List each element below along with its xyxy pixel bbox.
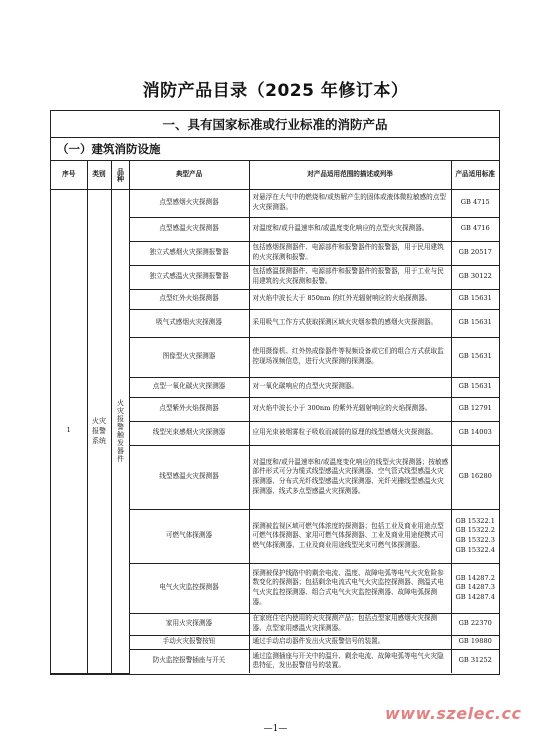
subsection-heading: （一）建筑消防设施 [51,138,499,161]
catalog-frame [50,110,500,675]
product-description: 通过监测插座与开关中的温升、剩余电流、故障电弧等电气火灾隐患特征，发出报警信号的装置。 [249,649,451,673]
product-description: 包括感温探测器件、电源部件和报警器件的报警器，用于工业与民用建筑的火灾探测和报警。 [249,265,451,289]
table-body [51,189,499,673]
product-name: 图像型火灾探测器 [129,337,249,377]
header-product: 典型产品 [129,161,249,189]
product-description: 通过手动启动器件发出火灾报警信号的装置。 [249,635,451,649]
product-name: 点型感温火灾探测器 [129,217,249,241]
group-variety-label: 火灾报警触发器件 [116,399,125,463]
product-standard: GB 16280 [451,445,499,509]
product-standard: GB 22370 [451,613,499,635]
product-catalog-table [51,161,499,674]
product-description: 对温度和/或升温速率和/或温度变化响应的点型火灾探测器。 [249,217,451,241]
header-variety [111,161,129,189]
page-number: —1— [263,724,288,734]
product-standard: GB 15631 [451,377,499,397]
header-variety-label: 品种 [116,167,125,182]
group-category: 火灾报警系统 [87,189,111,673]
product-description: 使用摄像机、红外热成像器件等视频设备或它们的组合方式获取监控现场视频信息，进行火灾探测的探测器。 [249,337,451,377]
product-name: 防火监控报警插座与开关 [129,649,249,673]
product-name: 点型一氧化碳火灾探测器 [129,377,249,397]
product-description: 探测被监视区域可燃气体浓度的探测器；包括工业及商业用途点型可燃气体探测器、家用可燃气体探测器、工业及商业用途便携式可燃气体探测器、工业及商业用途线型光束可燃气体探测器。 [249,509,451,563]
product-description: 对火焰中波长大于 850nm 的红外光辐射响应的火焰探测器。 [249,289,451,309]
product-standard: GB 14287.2 GB 14287.3 GB 14287.4 [451,563,499,613]
product-description: 在家庭住宅内使用的火灾探测产品；包括点型家用感烟火灾探测器、点型家用感温火灾探测器。 [249,613,451,635]
product-standard: GB 12791 [451,397,499,421]
product-description: 对温度和/或升温速率和/或温度变化响应的线型火灾探测器；按敏感部件形式可分为缆式线型感温火灾探测器、空气管式线型感温火灾探测器、分布式光纤线型感温火灾探测器、光纤光栅线型感温火灾探测器、线式多点型感温火灾探测器。 [249,445,451,509]
product-standard: GB 20517 [451,241,499,265]
header-category: 类别 [87,161,111,189]
product-name: 线型光束感烟火灾探测器 [129,421,249,445]
product-standard: GB 31252 [451,649,499,673]
product-description: 对火焰中波长小于 300nm 的紫外光辐射响应的火焰探测器。 [249,397,451,421]
group-variety [111,189,129,673]
product-name: 独立式感温火灾探测报警器 [129,265,249,289]
document-title: 消防产品目录（2025 年修订本） [142,81,409,101]
product-name: 点型感烟火灾探测器 [129,189,249,217]
product-name: 电气火灾监控探测器 [129,563,249,613]
product-name: 手动火灾报警按钮 [129,635,249,649]
product-description: 应用光束被烟雾粒子吸收而减弱的原理的线型感烟火灾探测器。 [249,421,451,445]
product-name: 线型感温火灾探测器 [129,445,249,509]
product-standard: GB 4716 [451,217,499,241]
group-number: 1 [51,189,87,673]
product-name: 点型紫外火焰探测器 [129,397,249,421]
table-row [51,189,499,217]
product-description: 采用吸气工作方式获取探测区域火灾烟参数的感烟火灾探测器。 [249,309,451,337]
product-standard: GB 15631 [451,289,499,309]
section-heading: 一、具有国家标准或行业标准的消防产品 [51,111,499,138]
product-description: 对悬浮在大气中的燃烧和/或热解产生的固体或液体微粒敏感的点型火灾探测器。 [249,189,451,217]
product-standard: GB 15631 [451,337,499,377]
header-description: 对产品适用范围的描述或列举 [249,161,451,189]
product-standard: GB 19880 [451,635,499,649]
product-name: 独立式感烟火灾探测报警器 [129,241,249,265]
table-header-row [51,161,499,189]
product-standard: GB 14003 [451,421,499,445]
header-no: 序号 [51,161,87,189]
product-standard: GB 15322.1 GB 15322.2 GB 15322.3 GB 15322.4 [451,509,499,563]
product-name: 可燃气体探测器 [129,509,249,563]
product-standard: GB 30122 [451,265,499,289]
product-standard: GB 4715 [451,189,499,217]
product-description: 包括感烟探测器件、电源部件和报警器件的报警器，用于民用建筑的火灾探测和报警。 [249,241,451,265]
product-name: 家用火灾探测器 [129,613,249,635]
product-description: 探测被保护线路中的剩余电流、温度、故障电弧等电气火灾危险参数变化的探测器；包括剩余电流式电气火灾监控探测器、测温式电气火灾监控探测器、组合式电气火灾监控探测器、故障电弧探测器。 [249,563,451,613]
product-standard: GB 15631 [451,309,499,337]
watermark: www.szelec.cc [385,704,522,723]
product-name: 吸气式感烟火灾探测器 [129,309,249,337]
header-standard: 产品适用标准 [451,161,499,189]
product-description: 对一氧化碳响应的点型火灾探测器。 [249,377,451,397]
product-name: 点型红外火焰探测器 [129,289,249,309]
